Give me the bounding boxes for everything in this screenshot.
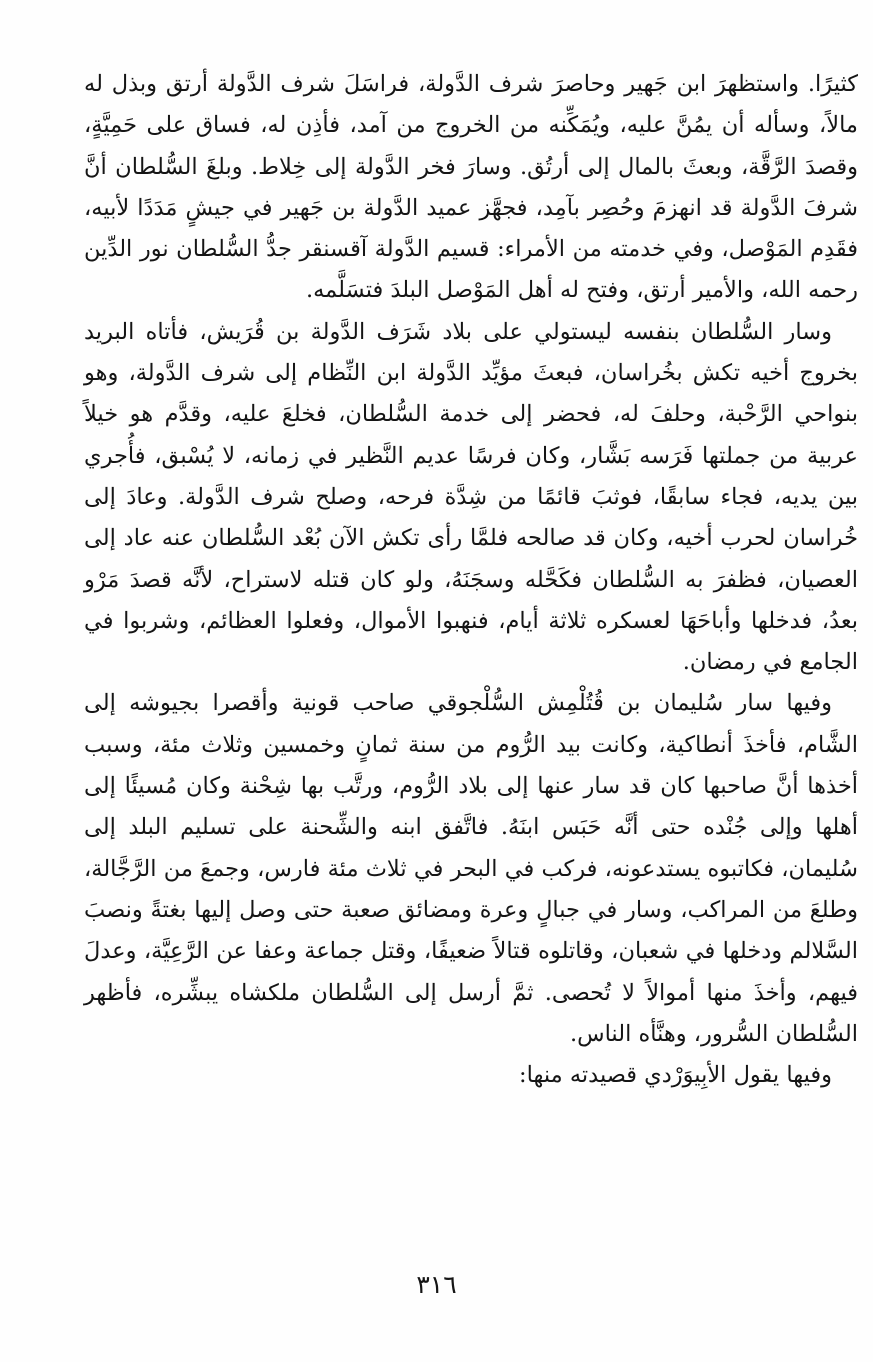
paragraph-3: وفيها سار سُليمان بن قُتُلْمِش السُّلْجوقي صاحب قونية وأقصرا بجيوشه إلى الشَّام، فأخذَ أنطاكية، وكانت بيد الرُّوم من سنة ثمانٍ وخمسين وثلاث مئة، وسبب أخذها أنَّ صاحبها كان قد سار عنها إلى بلاد الرُّوم، ورتَّب بها شِحْنة وكان مُسيئًا إلى أهلها وإلى جُنْده حتى أنَّه حَبَس ابنَهُ. فاتَّفق ابنه والشِّحنة على تسليم البلد إلى سُليمان، فكاتبوه يستدعونه، فركب في البحر في ثلاث مئة فارس، وجمعَ من الرَّجَّالة، وطلعَ من المراكب، وسار في جبالٍ وعرة ومضائق صعبة حتى وصل إليها بغتةً ونصبَ السَّلالم ودخلها في شعبان، وقاتلوه قتالاً ضعيفًا، وقتل جماعة وعفا عن الرَّعِيَّة، وعدلَ فيهم، وأخذَ منها أموالاً لا تُحصى. ثمَّ أرسل إلى السُّلطان ملكشاه يبشِّره، فأظهر السُّلطان السُّرور، وهنَّأه الناس. <box>84 690 858 1047</box>
body-text <box>84 64 858 1096</box>
paragraph-1: كثيرًا. واستظهرَ ابن جَهير وحاصرَ شرف الدَّولة، فراسَلَ شرف الدَّولة أرتق وبذل له مالاً، وسأله أن يمُنَّ عليه، ويُمَكِّنه من الخروج من آمد، فأذِن له، فساق على حَمِيَّةٍ، وقصدَ الرَّقَّة، وبعثَ بالمال إلى أرتُق. وسارَ فخر الدَّولة إلى خِلاط. وبلغَ السُّلطان أنَّ شرفَ الدَّولة قد انهزمَ وحُصِر بآمِد، فجهَّز عميد الدَّولة بن جَهير في جيشٍ مَدَدًا لأبيه، فقَدِم المَوْصل، وفي خدمته من الأمراء: قسيم الدَّولة آقسنقر جدُّ السُّلطان نور الدِّين رحمه الله، والأمير أرتق، وفتح له أهل المَوْصل البلدَ فتسَلَّمه. <box>84 71 858 304</box>
paragraph-4: وفيها يقول الأبِيوَرْدي قصيدته منها: <box>519 1062 832 1089</box>
paragraph-2: وسار السُّلطان بنفسه ليستولي على بلاد شَرَف الدَّولة بن قُرَيش، فأتاه البريد بخروج أخيه تكش بخُراسان، فبعثَ مؤيِّد الدَّولة ابن النِّظام إلى شرف الدَّولة، وهو بنواحي الرَّحْبة، وحلفَ له، فحضر إلى خدمة السُّلطان، فخلعَ عليه، وقدَّم هو خيلاً عربية من جملتها فَرَسه بَشَّار، وكان فرسًا عديم النَّظير في زمانه، لا يُسْبق، فأُجري بين يديه، فجاء سابقًا، فوثبَ قائمًا من شِدَّة فرحه، وصلح شرف الدَّولة. وعادَ إلى خُراسان لحرب أخيه، وكان قد صالحه فلمَّا رأى تكش الآن بُعْد السُّلطان عنه عاد إلى العصيان، فظفرَ به السُّلطان فكَحَّله وسجَنَهُ، ولو كان قتله لاستراح، لأنَّه قصدَ مَرْو بعدُ، فدخلها وأباحَهَا لعسكره ثلاثة أيام، فنهبوا الأموال، وفعلوا العظائم، وشربوا في الجامع في رمضان. <box>84 318 858 676</box>
page-number: ٣١٦ <box>416 1270 457 1299</box>
